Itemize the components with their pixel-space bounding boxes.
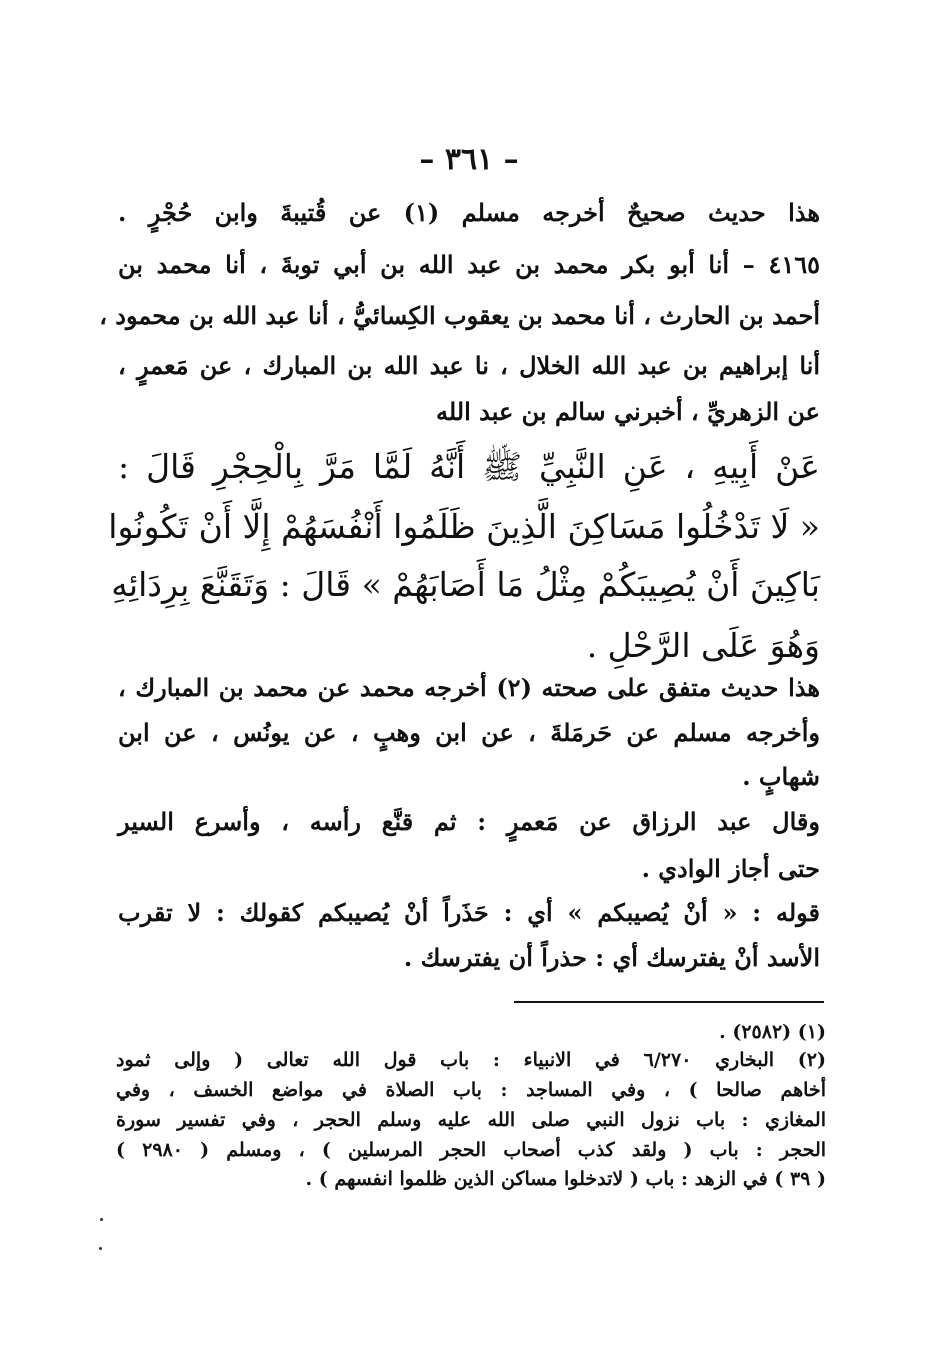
- text-line: ٤١٦٥ – أنا أبو بكر محمد بن عبد الله بن أبي توبةَ ، أنا محمد بن: [118, 250, 820, 279]
- footnote-divider: [514, 1001, 824, 1003]
- hadith-text-line: بَاكِينَ أَنْ يُصِيبَكُمْ مِثْلُ مَا أَصَابَهُمْ » قَالَ : وَتَقَنَّعَ بِرِدَائِهِ: [111, 565, 820, 604]
- text-line: حتى أجاز الوادي .: [641, 854, 820, 883]
- footnote-line: ( ٣٩ ) في الزهد : باب ( لاتدخلوا مساكن الذين ظلموا انفسهم ) .: [305, 1168, 826, 1190]
- text-line: شهابٍ .: [742, 762, 820, 791]
- hadith-text-line: عَنْ أَبِيهِ ، عَنِ النَّبِيِّ ﷺ أَنَّهُ لَمَّا مَرَّ بِالْحِجْرِ قَالَ :: [118, 447, 820, 486]
- scan-speck: [100, 1218, 103, 1221]
- hadith-text-line: وَهُوَ عَلَى الرَّحْلِ .: [586, 626, 820, 665]
- text-line: قوله : « أنْ يُصيبكم » أي : حَذَراً أنْ يُصيبكم كقولك : لا تقرب: [118, 898, 820, 927]
- footnote-line: (١) (٢٥٨٢) .: [719, 1021, 826, 1043]
- text-line: هذا حديث متفق على صحته (٢) أخرجه محمد عن محمد بن المبارك ،: [118, 673, 820, 702]
- page-number: – ٣٦١ –: [419, 142, 519, 177]
- footnote-line: (٢) البخاري ٦/٢٧٠ في الانبياء : باب قول الله تعالى ( وإلى ثمود: [116, 1049, 826, 1071]
- text-line: وقال عبد الرزاق عن مَعمرٍ : ثم قنَّع رأسه ، وأسرع السير: [118, 807, 820, 836]
- text-line: هذا حديث صحيحٌ أخرجه مسلم (١) عن قُتيبةَ وابن حُجْرٍ .: [118, 198, 820, 227]
- hadith-text-line: « لَا تَدْخُلُوا مَسَاكِنَ الَّذِينَ ظَلَمُوا أَنْفُسَهُمْ إِلَّا أَنْ تَكُونُوا: [108, 507, 820, 546]
- footnote-line: الحجر : باب ( ولقد كذب أصحاب الحجر المرسلين ) ، ومسلم ( ٢٩٨٠ ): [116, 1139, 827, 1161]
- text-line: عن الزهريِّ ، أخبرني سالم بن عبد الله: [435, 397, 820, 426]
- text-line: وأخرجه مسلم عن حَرمَلةَ ، عن ابن وهبٍ ، عن يونُس ، عن ابن: [118, 718, 820, 747]
- text-line: أحمد بن الحارث ، أنا محمد بن يعقوب الكِسائيُّ ، أنا عبد الله بن محمود ،: [99, 301, 820, 330]
- footnote-line: المغازي : باب نزول النبي صلى الله عليه وسلم الحجر ، وفي تفسير سورة: [116, 1109, 826, 1131]
- text-line: الأسد أنْ يفترسك أي : حذراً أن يفترسك .: [403, 943, 820, 972]
- scan-speck: [99, 1247, 102, 1250]
- footnote-line: أخاهم صالحا ) ، وفي المساجد : باب الصلاة في مواضع الخسف ، وفي: [116, 1079, 826, 1101]
- text-line: أنا إبراهيم بن عبد الله الخلال ، نا عبد الله بن المبارك ، عن مَعمرٍ ،: [118, 351, 820, 380]
